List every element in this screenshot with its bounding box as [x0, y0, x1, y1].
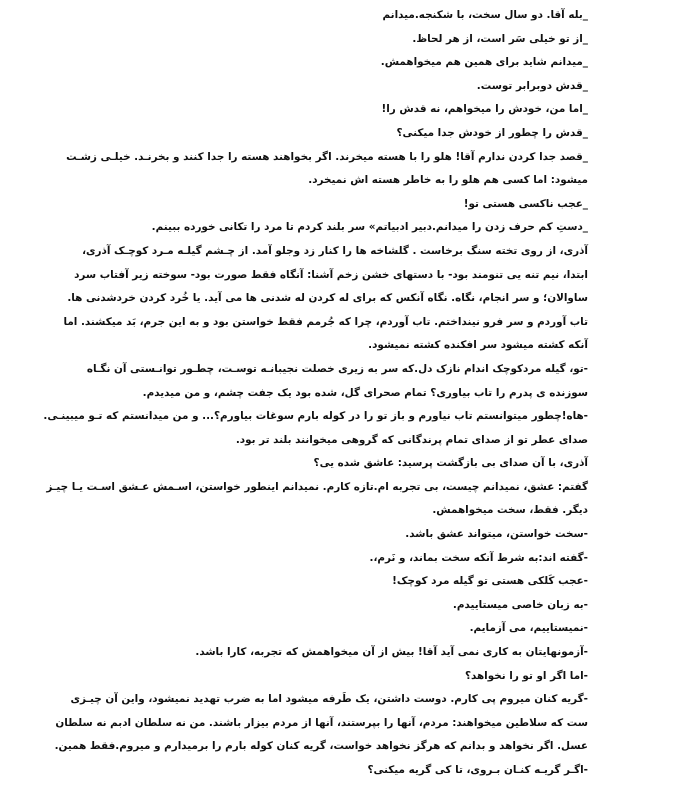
- text-line: تاب آوردم و سر فرو نینداختم. تاب آوردم، چرا که جُرمم فقط خواستن بود و به این جرم، بَد میکشند. اما: [63, 315, 588, 328]
- text-line: -عجب کَلکی هستی تو گیله مرد کوچک!: [392, 575, 588, 588]
- text-line: _قدش را چطور از خودش جدا میکنی؟: [396, 126, 588, 139]
- text-line: -سخت خواستن، میتواند عشق باشد.: [405, 528, 588, 541]
- text-line: -اما اگر او تو را نخواهد؟: [464, 669, 588, 682]
- text-line: _از تو خیلی سَر است، از هر لحاظ.: [412, 32, 588, 45]
- body-text: [43, 4, 588, 783]
- text-line: میشود: اما کسی هم هلو را به خاطر هسته اش نمیخرد.: [308, 174, 588, 187]
- text-line: -گریه کنان میروم پی کارم. دوست داشتن، یک طَرفه میشود اما به ضرب تهدید نمیشود، واین آن چیـزی: [70, 693, 588, 706]
- text-line: آذری، با آن صدای بی بازگشت پرسید: عاشق شده یی؟: [313, 457, 588, 470]
- text-line: ساوالان؛ و سر انجام، نگاه. نگاه آنکس که برای له کردن له شدنی ها می آید. یا خُرد کردن خردشدنی ها.: [67, 292, 588, 305]
- text-line: -گفته اند:به شرط آنکه سخت بماند، و نَرم،.: [369, 551, 588, 564]
- text-line: آذری، از روی تخته سنگ برخاست . گلشاخه ها را کنار زد وجلو آمد. از چـشم گیلـه مـرد کوچـک آذری،: [82, 244, 588, 257]
- text-line: -اگـر گریـه کنـان بـروی، تا کی گریه میکنی؟: [367, 764, 588, 776]
- text-line: _عجب ناکسی هستی تو!: [463, 197, 588, 210]
- text-line: _دستِ کم حرف زدن را میدانم.دبیر ادبیاتم» سر بلند کردم تا مرد را تکانی خورده ببینم.: [151, 221, 588, 234]
- text-line: سوزنده ی پدرم را تاب بیاوری؟ تمام صحرای گل، شده بود یک جفت چشم، و من میدیدم.: [142, 386, 588, 399]
- text-line: ابتدا، نیم تنه یی تنومند بود- با دستهای خشن زخم آشنا: آنگاه فقط صورت بود- سوخته زیر آفتاب سرد: [74, 268, 588, 281]
- text-line: _اما من، خودش را میخواهم، نه قدش را!: [381, 103, 588, 116]
- text-line: ست که سلاطین میخواهند: مردم، آنها را بپرستند، آنها از مردم بیزار باشند. من نه سلطان ادبم نه سلطان: [55, 716, 588, 729]
- text-line: -به زبان خاصی میستاییدم.: [452, 598, 588, 611]
- text-line: _میدانم شاید برای همین هم میخواهمش.: [380, 56, 588, 69]
- text-line: -هاه!چطور میتوانستم تاب نیاورم و باز تو را در کوله بارم سوغات بیاورم؟... و من میدانستم که تـو میبینـی.: [43, 410, 588, 423]
- text-line: -آزمونهایتان به کاری نمی آید آقا! بیش از آن میخواهمش که تجربه، کارا باشد.: [195, 646, 588, 659]
- text-line: -تو، گیله مردکوچک اندام نازک دل.که سر به زیری خصلت نجیبانـه توسـت، چطـور توانـستی آن نگـاه: [86, 362, 588, 375]
- text-line: عسل. اگر نخواهد و بدانم که هرگز نخواهد خواست، گریه کنان کوله بارم را برمیدارم و میروم.فقط همین.: [54, 740, 588, 753]
- text-line: گفتم: عشق، نمیدانم چیست، بی تجربه ام.تازه کارم. نمیدانم اینطور خواستن، اسـمش عـشق اسـت یـا چیـز: [46, 480, 588, 493]
- text-line: _قدش دوبرابر توست.: [476, 79, 588, 92]
- text-line: _بله آقا. دو سال سخت، با شکنجه.میدانم: [382, 9, 588, 21]
- text-line: _قصد جدا کردن ندارم آقا! هلو را با هسته میخرند. اگر بخواهند هسته را جدا کنند و بخرنـد. خیلـی زشـت: [66, 150, 588, 163]
- text-line: صدای عطر تو از صدای تمام پرندگانی که گروهی میخوانند بلند تر بود.: [235, 433, 588, 446]
- text-line: آنکه کشته میشود سر افکنده کشته نمیشود.: [368, 339, 588, 352]
- text-line: -نمیستاییم، می آزمایم.: [469, 622, 588, 635]
- text-line: دیگر. فقط، سخت میخواهمش.: [432, 504, 588, 517]
